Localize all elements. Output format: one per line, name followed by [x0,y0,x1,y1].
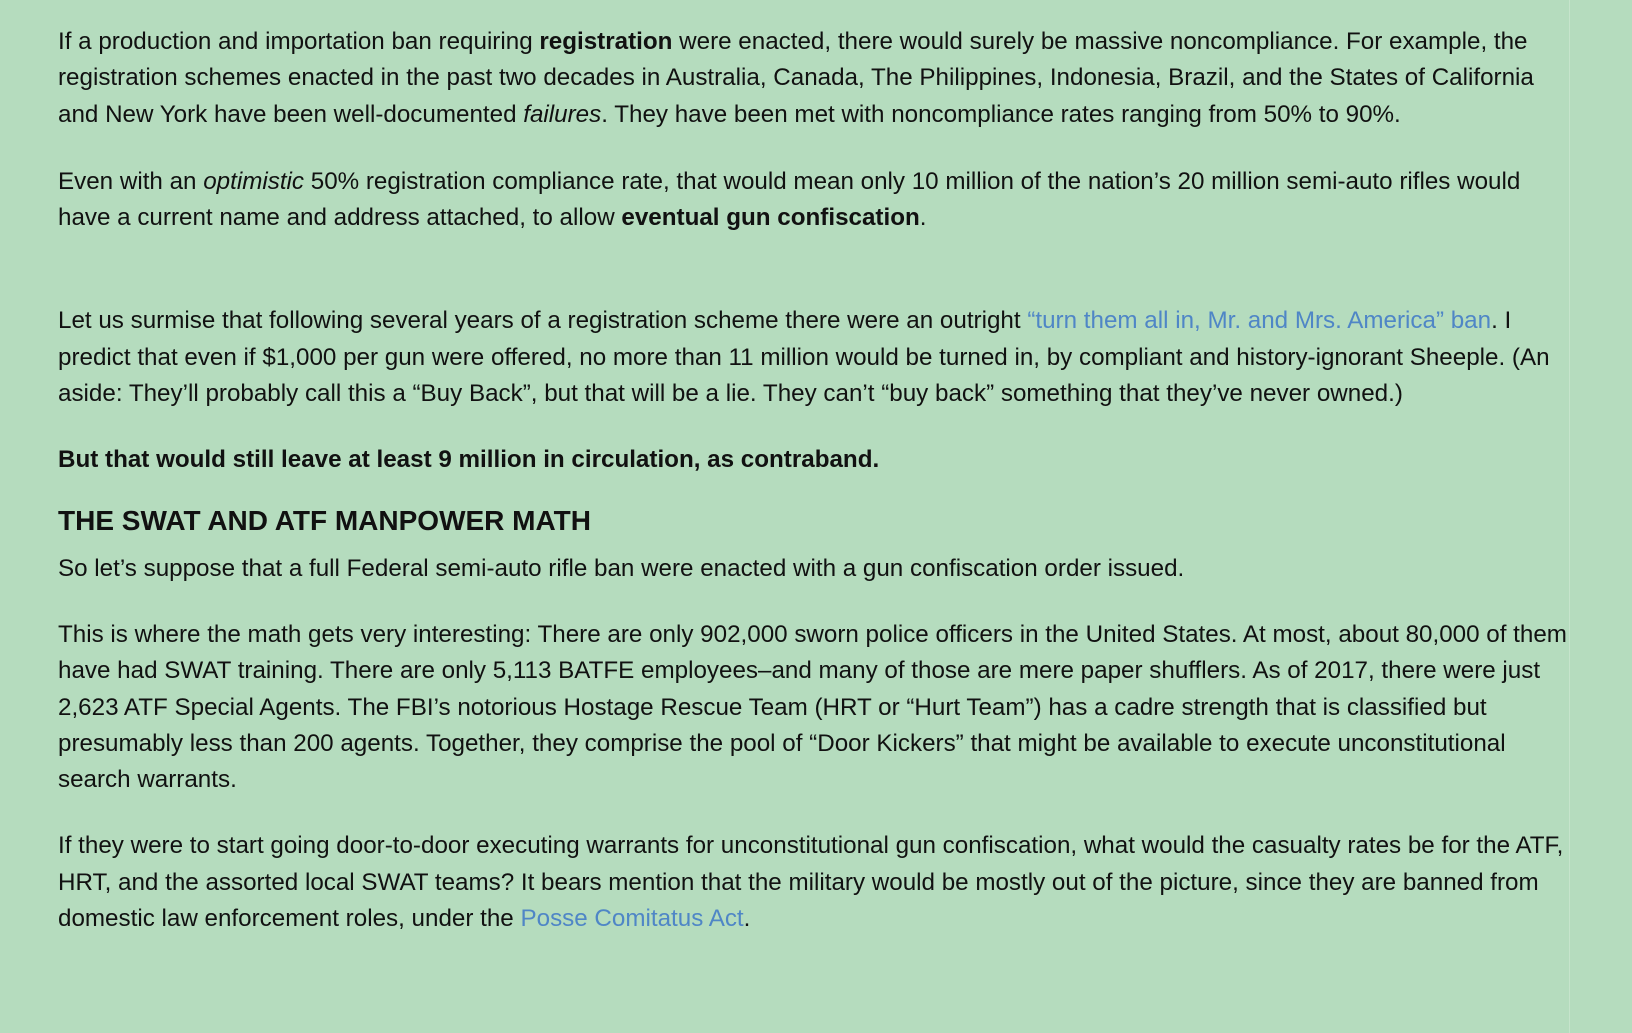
article-body [58,24,1578,937]
paragraph-manpower-numbers: This is where the math gets very interesting: There are only 902,000 sworn police officers in the United States. At most, about 80,000 of them have had SWAT training. There are only 5,113 BATFE employees–and many of those are mere paper shufflers. As of 2017, there were just 2,623 ATF Special Agents. The FBI’s notorious Hostage Rescue Team (HRT or “Hurt Team”) has a cadre strength that is classified but presumably less than 200 agents. Together, they comprise the pool of “Door Kickers” that might be available to execute unconstitutional search warrants. [58,620,1567,794]
paragraph-registration-noncompliance: If a production and importation ban requiring registration were enacted, there would surely be massive noncompliance. For example, the registration schemes enacted in the past two decades in Australia, Canada, The Philippines, Indonesia, Brazil, and the States of California and New York have been well-documented failures. They have been met with noncompliance rates ranging from 50% to 90%. [58,28,1534,128]
page-right-edge [1569,0,1632,1033]
paragraph-compliance-rate: Even with an optimistic 50% registration compliance rate, that would mean only 10 million of the nation’s 20 million semi-auto rifles would have a current name and address attached, to allow eventual gun confiscation. [58,167,1521,232]
italic-failures: failures [523,100,602,128]
paragraph-contraband-bold: But that would still leave at least 9 million in circulation, as contraband. [58,446,880,474]
turn-them-all-in-link[interactable]: “turn them all in, Mr. and Mrs. America” ban [1027,307,1492,335]
paragraph-federal-ban: So let’s suppose that a full Federal semi-auto rifle ban were enacted with a gun confiscation order issued. [58,554,1185,582]
italic-optimistic: optimistic [203,167,305,195]
paragraph-casualty-rates: If they were to start going door-to-door executing warrants for unconstitutional gun confiscation, what would the casualty rates be for the ATF, HRT, and the assorted local SWAT teams? It bears mention that the military would be mostly out of the picture, since they are banned from domestic law enforcement roles, under the Posse Comitatus Act. [58,832,1564,933]
posse-comitatus-link[interactable]: Posse Comitatus Act [520,905,744,933]
paragraph-turn-them-in: Let us surmise that following several years of a registration scheme there were an outright “turn them all in, Mr. and Mrs. America” ban. I predict that even if $1,000 per gun were offered, no more than 11 million would be turned in, by compliant and history-ignorant Sheeple. (An aside: They’ll probably call this a “Buy Back”, but that will be a lie. They can’t “buy back” something that they’ve never owned.) [58,307,1550,408]
section-heading-manpower-math: THE SWAT AND ATF MANPOWER MATH [58,504,591,536]
bold-eventual-confiscation: eventual gun confiscation [621,204,920,232]
bold-registration: registration [539,28,673,55]
